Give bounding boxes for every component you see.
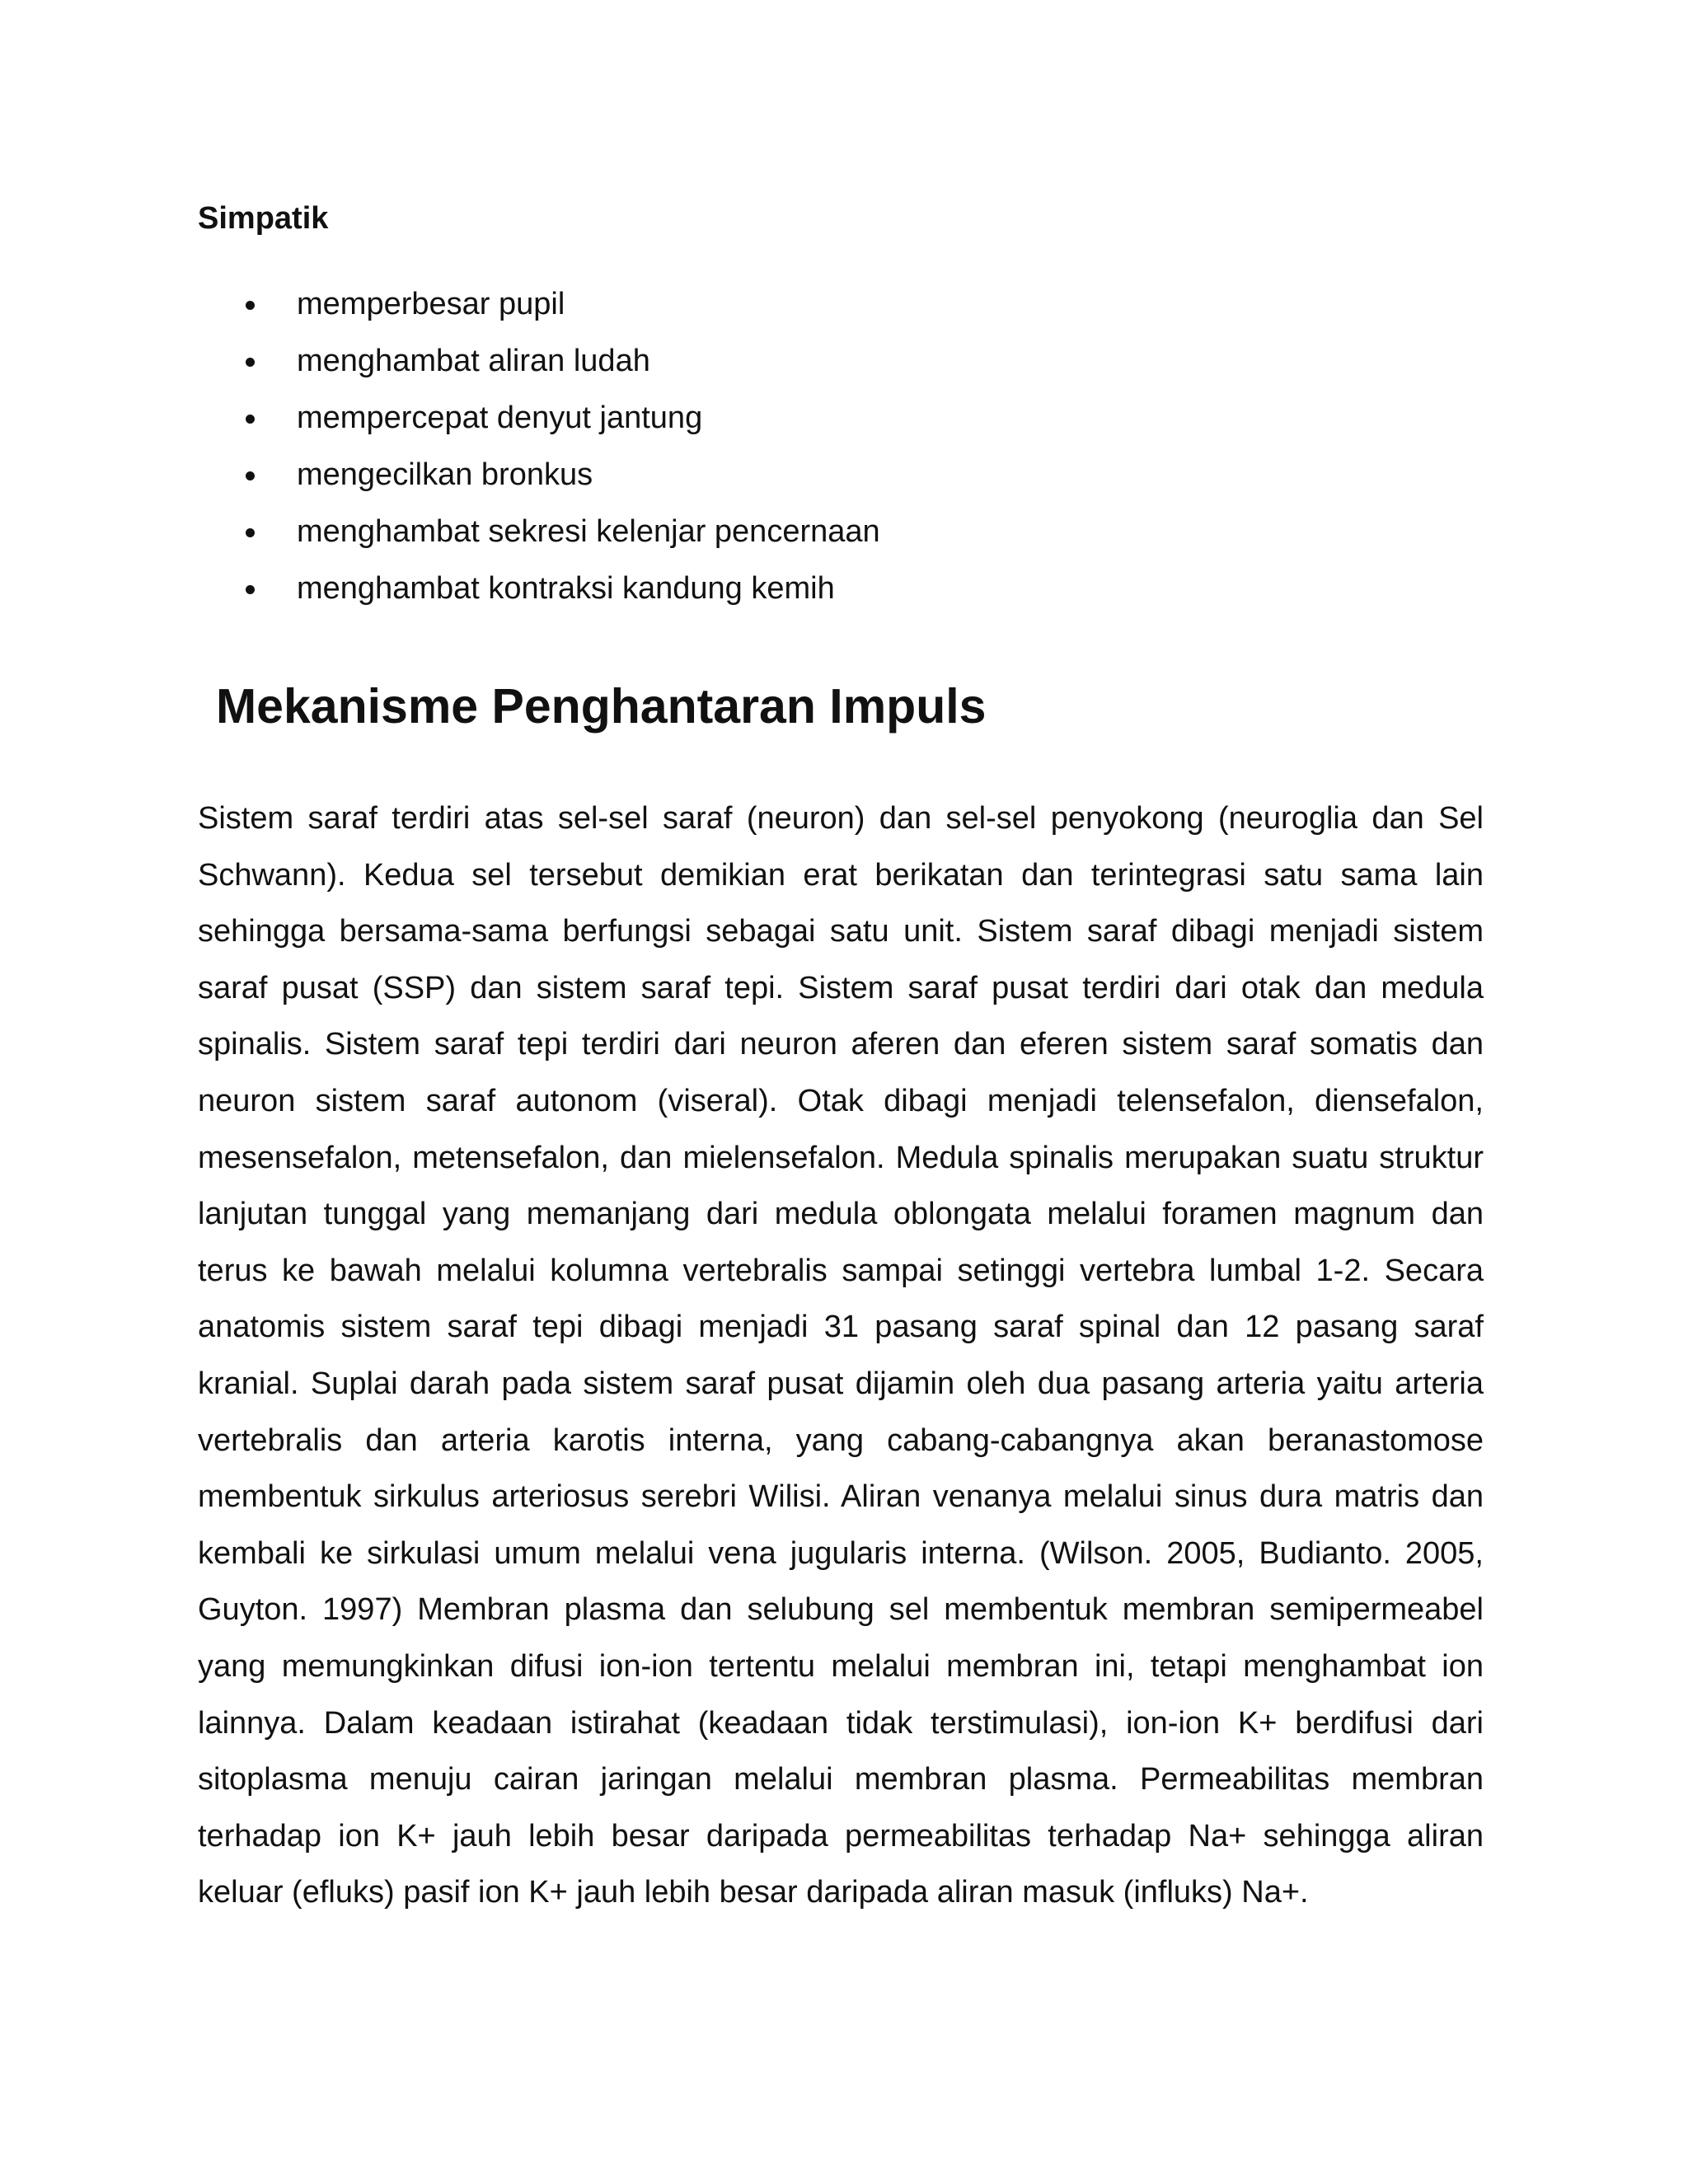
list-item [198,333,1484,390]
list-item-text: menghambat aliran ludah [297,344,650,378]
bullet-icon [246,301,255,310]
list-item [198,560,1484,617]
bullet-icon [246,585,255,594]
list-item-text: mempercepat denyut jantung [297,401,703,435]
list-item-text: menghambat kontraksi kandung kemih [297,571,835,606]
list-item [198,504,1484,560]
bullet-icon [246,471,255,480]
list-item [198,447,1484,504]
document-page [198,194,1484,1921]
page-heading: Mekanisme Penghantaran Impuls [216,679,987,733]
bullet-icon [246,358,255,367]
list-item-text: mengecilkan bronkus [297,457,593,492]
bullet-list [198,276,1484,617]
bullet-icon [246,415,255,424]
list-item [198,276,1484,333]
body-paragraph: Sistem saraf terdiri atas sel-sel saraf (neuron) dan sel-sel penyokong (neuroglia dan Sel Schwann). Kedua sel tersebut demikian erat berikatan dan terintegrasi satu sama lain sehingga bersama-sama berfungsi sebagai satu unit. Sistem saraf dibagi menjadi sistem saraf pusat (SSP) dan sistem saraf tepi. Sistem saraf pusat terdiri dari otak dan medula spinalis. Sistem saraf tepi terdiri dari neuron aferen dan eferen sistem saraf somatis dan neuron sistem saraf autonom (viseral). Otak dibagi menjadi telensefalon, diensefalon, mesensefalon, metensefalon, dan mielensefalon. Medula spinalis merupakan suatu struktur lanjutan tunggal yang memanjang dari medula oblongata melalui foramen magnum dan terus ke bawah melalui kolumna vertebralis sampai setinggi vertebra lumbal 1-2. Secara anatomis sistem saraf tepi dibagi menjadi 31 pasang saraf spinal dan 12 pasang saraf kranial. Suplai darah pada sistem saraf pusat dijamin oleh dua pasang arteria yaitu arteria vertebralis dan arteria karotis interna, yang cabang-cabangnya akan beranastomose membentuk sirkulus arteriosus serebri Wilisi. Aliran venanya melalui sinus dura matris dan kembali ke sirkulasi umum melalui vena jugularis interna. (Wilson. 2005, Budianto. 2005, Guyton. 1997) Membran plasma dan selubung sel membentuk membran semipermeabel yang memungkinkan difusi ion-ion tertentu melalui membran ini, tetapi menghambat ion lainnya. Dalam keadaan istirahat (keadaan tidak terstimulasi), ion-ion K+ berdifusi dari sitoplasma menuju cairan jaringan melalui membran plasma. Permeabilitas membran terhadap ion K+ jauh lebih besar daripada permeabilitas terhadap Na+ sehingga aliran keluar (efluks) pasif ion K+ jauh lebih besar daripada aliran masuk (influks) Na+. [198,801,1484,1910]
list-item-text: memperbesar pupil [297,287,565,321]
list-item [198,390,1484,447]
bullet-icon [246,528,255,537]
list-item-text: menghambat sekresi kelenjar pencernaan [297,514,880,549]
section-label-simpatik: Simpatik [198,201,329,236]
